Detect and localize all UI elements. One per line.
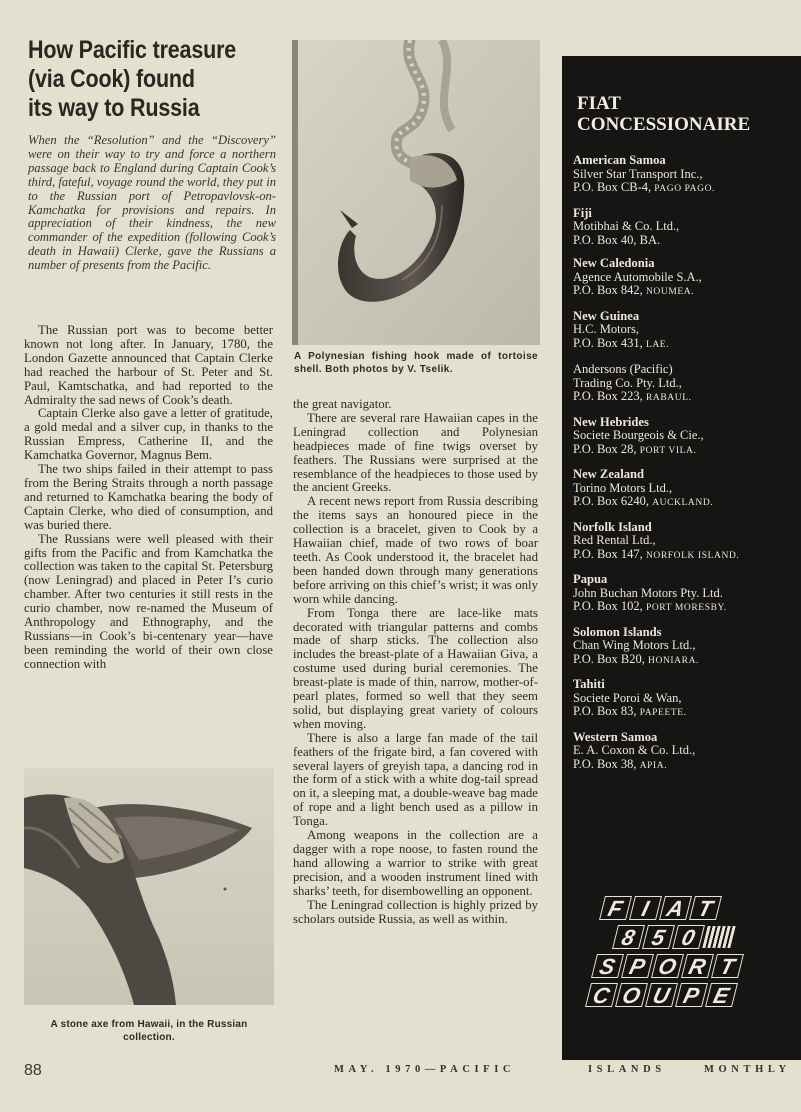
paragraph: The Russians were well pleased with their gifts from the Pacific and from Kamchatka the collection was taken to the capital St. Petersburg (now Leningrad) and placed in Peter I’s curio chamber. After two centuries it still rests in the curio chamber, now re-named the Museum of Anthropology and Ethnography, and the Russians—in Cook’s bi-centenary year—have been reminding the world of their own close connection with xyxy=(24,531,273,671)
logo-letter: O xyxy=(651,954,684,978)
dealer-address-line xyxy=(573,482,799,496)
paragraph: The Russian port was to become better known not long after. In January, 1780, the London Gazette announced that Captain Clerke had reached the harbour of St. Peter and St. Paul, Kamtschatka, and had reported to the Admiralty the sad news of Cook’s death. xyxy=(24,323,273,407)
dealer-town: NORFOLK ISLAND. xyxy=(645,550,740,561)
logo-letter: C xyxy=(585,983,618,1007)
dealer-region: Papua xyxy=(573,572,608,586)
dealer-address-line xyxy=(573,363,799,377)
logo-letter: S xyxy=(591,954,624,978)
page-footer xyxy=(0,1062,801,1084)
dealer-address-line xyxy=(573,443,799,459)
dealer-address-line xyxy=(573,758,799,774)
dealer-town: AUCKLAND. xyxy=(652,498,714,508)
dealer-address-text: P.O. Box 842, xyxy=(573,283,643,297)
dealer-address-text: P.O. Box 6240, xyxy=(573,494,650,508)
dealer-town: RABAUL. xyxy=(645,393,692,403)
dealer-list xyxy=(573,154,799,783)
paragraph: The two ships failed in their attempt to pass from the Bering Straits through a north passage and returned to Kamchatka bearing the body of Captain Clerke, who died of consumption, and was buried there. xyxy=(24,462,273,532)
page-number: 88 xyxy=(24,1062,42,1079)
dealer-address-line xyxy=(573,284,799,300)
ad-title-line: FIAT xyxy=(577,93,621,114)
logo-digit: 0 xyxy=(672,925,705,949)
dealer-entry xyxy=(573,731,799,774)
dealer-address-text: P.O. Box 431, xyxy=(573,335,643,350)
logo-digit: 5 xyxy=(642,925,675,949)
dealer-address-text: E. A. Coxon & Co. Ltd., xyxy=(573,743,696,757)
logo-row-coupe xyxy=(588,983,738,1007)
dealer-address-line xyxy=(573,323,799,337)
logo-hatch-mark xyxy=(702,926,735,948)
dealer-entry xyxy=(573,207,799,248)
logo-letter: R xyxy=(681,954,714,978)
paragraph: There is also a large fan made of the tail feathers of the frigate bird, a fan covered with several layers of greyish tapa, a dancing rod in the form of a stick with a white dog-tail spread on it, a sleeping mat, a double-weave bag made of rope and a light bench used as a pillow in Tonga. xyxy=(293,730,538,829)
dealer-address-line xyxy=(573,495,799,511)
dealer-address-line xyxy=(573,548,799,564)
dealer-region: American Samoa xyxy=(573,153,666,167)
dealer-entry xyxy=(573,257,799,300)
headline-line: How Pacific treasure xyxy=(28,36,237,64)
dealer-town: HONIARA. xyxy=(648,655,700,666)
paragraph: A recent news report from Russia describing the items says an honoured piece in the collection is a bracelet, given to Cook by a Hawaiian chief, made of two rows of boar teeth. As Cook understood it, the bracelet had been handed down through many generations before arriving on this chief’s wrist; it was only worn while dancing. xyxy=(293,494,538,606)
dealer-region: Solomon Islands xyxy=(573,624,662,639)
footer-islands: ISLANDS xyxy=(588,1064,666,1075)
dealer-address-line xyxy=(573,534,799,548)
stone-axe-caption: A stone axe from Hawaii, in the Russian collection. xyxy=(50,1019,248,1043)
dealer-address-line xyxy=(573,377,799,391)
dealer-address-text: P.O. Box 28, xyxy=(573,441,637,456)
headline-line: (via Cook) found xyxy=(28,65,195,93)
paragraph: the great navigator. xyxy=(293,397,392,411)
fishing-hook-photo xyxy=(292,40,540,345)
dealer-entry xyxy=(573,468,799,511)
dealer-address-text: Silver Star Transport Inc., xyxy=(573,166,703,181)
dealer-address-text: P.O. Box CB-4, xyxy=(573,180,652,194)
dealer-address-line xyxy=(573,337,799,353)
dealer-entry xyxy=(573,521,799,564)
article-headline xyxy=(28,36,237,123)
dealer-address-text: Agence Automobile S.A., xyxy=(573,269,702,284)
dealer-address-text: Chan Wing Motors Ltd., xyxy=(573,638,696,652)
logo-letter: T xyxy=(689,896,722,920)
logo-letter: E xyxy=(705,983,738,1007)
dealer-town: LAE. xyxy=(645,339,670,350)
dealer-address-line xyxy=(573,181,799,197)
dealer-address-text: P.O. Box 223, xyxy=(573,389,643,403)
dealer-entry xyxy=(573,573,799,616)
logo-digit: 8 xyxy=(612,925,645,949)
dealer-town: PAPEETE. xyxy=(639,708,687,718)
dealer-address-line xyxy=(573,390,799,406)
dealer-address-line xyxy=(573,220,799,234)
article-column-1 xyxy=(24,324,273,672)
dealer-region: New Caledonia xyxy=(573,256,655,270)
headline-line: its way to Russia xyxy=(28,94,200,122)
dealer-address-line xyxy=(573,692,799,706)
dealer-town: NOUMEA. xyxy=(645,287,695,297)
dealer-town: PORT MORESBY. xyxy=(645,603,727,613)
dealer-address-line xyxy=(573,600,799,616)
logo-letter: T xyxy=(711,954,744,978)
dealer-region: Norfolk Island xyxy=(573,519,652,534)
fiat-advertisement xyxy=(562,56,801,1060)
logo-letter: F xyxy=(599,896,632,920)
paragraph: From Tonga there are lace-like mats decorated with triangular patterns and combs made of sharp sticks. The collection also includes the breast-plate of a Hawaiian Giva, a costume used during burial ceremonies. The breast-plate is made of thin, narrow, mother-of-pearl plates, formed so well that they seem solid, but displaying great variety of colours when moving. xyxy=(293,605,538,731)
dealer-address-line xyxy=(573,271,799,285)
article-column-2 xyxy=(293,398,538,926)
paragraph: Captain Clerke also gave a letter of gratitude, a gold medal and a silver cup, in thanks to the Russian Empress, Catherine II, and the Kamchatka Governor, Magnus Bem. xyxy=(24,406,273,463)
dealer-address-text: H.C. Motors, xyxy=(573,322,639,336)
ad-title xyxy=(577,93,797,135)
logo-letter: P xyxy=(675,983,708,1007)
logo-row-fiat xyxy=(602,896,722,920)
dealer-address-text: P.O. Box 102, xyxy=(573,599,643,613)
dealer-region: New Hebrides xyxy=(573,414,649,429)
dealer-entry xyxy=(573,310,799,353)
dealer-address-text: P.O. Box B20, xyxy=(573,651,645,666)
logo-row-sport xyxy=(594,954,744,978)
logo-letter: O xyxy=(615,983,648,1007)
dealer-region: Western Samoa xyxy=(573,729,658,744)
logo-letter: A xyxy=(659,896,692,920)
dealer-entry xyxy=(573,363,799,406)
footer-date-publication: MAY. 1970—PACIFIC xyxy=(334,1064,516,1075)
paragraph: The Leningrad collection is highly prized by scholars outside Russia, as well as within. xyxy=(293,897,538,926)
article-intro: When the “Resolution” and the “Discovery” were on their way to try and force a northern passage back to England during Captain Cook’s third, fateful, voyage round the world, they put in to the Russian port of Petropavlovsk-on-Kamchatka for provisions and repairs. In appreciation of their kindness, the new commander of the expedition (following Cook’s death in Hawaii) Clerke, gave the Russians a number of presents from the Pacific. xyxy=(28,133,276,273)
dealer-address-text: P.O. Box 38, xyxy=(573,756,637,771)
dealer-region: Tahiti xyxy=(573,677,605,691)
dealer-entry xyxy=(573,154,799,197)
dealer-entry xyxy=(573,626,799,669)
dealer-region: New Guinea xyxy=(573,308,640,323)
dealer-address-line xyxy=(573,168,799,182)
footer-monthly: MONTHLY xyxy=(704,1064,791,1075)
dealer-address-line xyxy=(573,705,799,721)
dealer-address-line xyxy=(573,744,799,758)
dealer-address-line xyxy=(573,587,799,601)
stone-axe-photo xyxy=(24,768,274,1005)
dealer-address-line xyxy=(573,653,799,669)
dealer-region: New Zealand xyxy=(573,467,645,481)
dealer-address-text: Motibhai & Co. Ltd., xyxy=(573,219,680,233)
dealer-address-text: P.O. Box 40, BA. xyxy=(573,232,661,247)
dealer-region: Fiji xyxy=(573,205,592,220)
dealer-town: PAGO PAGO. xyxy=(654,184,716,194)
dealer-entry xyxy=(573,678,799,721)
dealer-address-text: Torino Motors Ltd., xyxy=(573,480,673,495)
dealer-address-text: Societe Poroi & Wan, xyxy=(573,690,682,705)
logo-letter: U xyxy=(645,983,678,1007)
dealer-address-line xyxy=(573,429,799,443)
paragraph: There are several rare Hawaiian capes in the Leningrad collection and Polynesian headpieces made of fine twigs overset by feathers. The Russians were surprised at the resemblance of the headpieces to those used by the ancient Greeks. xyxy=(293,410,538,495)
logo-letter: I xyxy=(629,896,662,920)
dealer-address-text: John Buchan Motors Pty. Ltd. xyxy=(573,585,723,600)
dealer-address-line xyxy=(573,234,799,248)
dealer-address-text: Societe Bourgeois & Cie., xyxy=(573,428,704,442)
dealer-address-text: Red Rental Ltd., xyxy=(573,533,656,547)
dealer-address-line xyxy=(573,639,799,653)
dealer-entry xyxy=(573,416,799,459)
logo-letter: P xyxy=(621,954,654,978)
dealer-address-text: P.O. Box 147, xyxy=(573,546,643,561)
dealer-address-text: P.O. Box 83, xyxy=(573,704,637,718)
dealer-address-text: Andersons (Pacific) xyxy=(573,362,673,376)
logo-row-850 xyxy=(615,925,733,949)
dealer-town: APIA. xyxy=(639,760,668,771)
paragraph: Among weapons in the collection are a dagger with a rope noose, to fasten round the hand allowing a warrior to strike with great precision, and a wooden instrument lined with sharks’ teeth, for disembowelling an opponent. xyxy=(293,828,538,898)
dealer-address-text: Trading Co. Pty. Ltd., xyxy=(573,375,682,390)
fishing-hook-caption: A Polynesian fishing hook made of tortoise shell. Both photos by V. Tselik. xyxy=(294,351,538,375)
dealer-town: PORT VILA. xyxy=(639,445,697,456)
ad-title-line: CONCESSIONAIRE xyxy=(577,114,751,135)
